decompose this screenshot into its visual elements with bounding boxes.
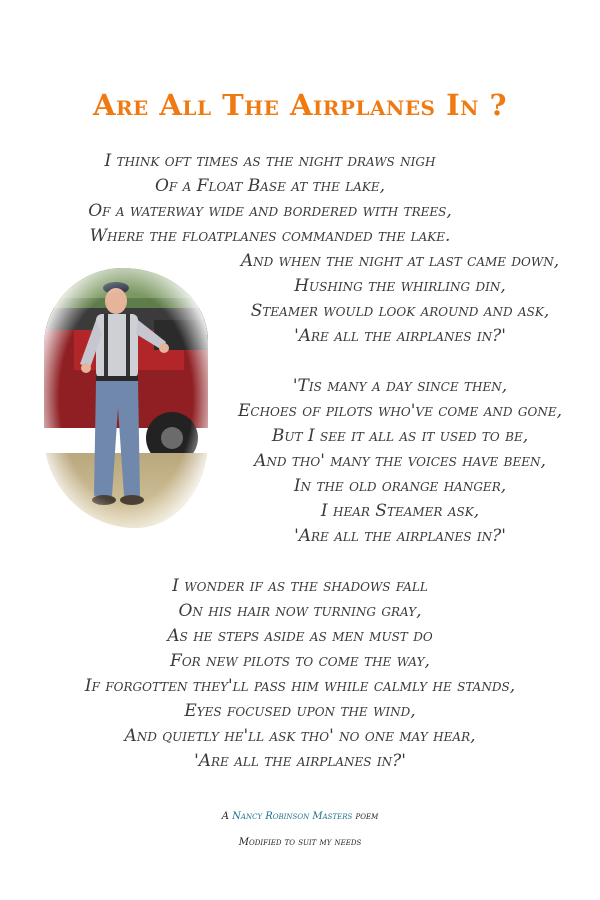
- poem-line: 'Tis many a day since then,: [292, 376, 508, 396]
- poem-line: 'Are all the airplanes in?': [294, 526, 506, 546]
- poem-line: Where the floatplanes commanded the lake.: [89, 226, 451, 246]
- poem-line: Echoes of pilots who've come and gone,: [238, 401, 562, 421]
- poem-line: On his hair now turning gray,: [178, 601, 422, 621]
- poem-line: If forgotten they'll pass him while calmly he stands,: [84, 676, 516, 696]
- poem-line: 'Are all the airplanes in?': [294, 326, 506, 346]
- poem-line: I wonder if as the shadows fall: [172, 576, 428, 596]
- poem-line: Of a waterway wide and bordered with trees,: [88, 201, 452, 221]
- poem-line: 'Are all the airplanes in?': [194, 751, 406, 771]
- author-name: Nancy Robinson Masters: [232, 811, 353, 822]
- modification-note: Modified to suit my needs: [238, 837, 362, 848]
- poem-line: I think oft times as the night draws nigh: [104, 151, 436, 171]
- poem-line: I hear Steamer ask,: [320, 501, 480, 521]
- poem-line: Steamer would look around and ask,: [250, 301, 550, 321]
- poem-line: As he steps aside as men must do: [167, 626, 433, 646]
- poem-credit: [0, 811, 600, 822]
- poem-line: Hushing the whirling din,: [294, 276, 506, 296]
- poem-line: And quietly he'll ask tho' no one may hear,: [124, 726, 476, 746]
- credit-suffix: poem: [355, 811, 379, 822]
- poem-line: Of a Float Base at the lake,: [154, 176, 386, 196]
- credit-prefix: A: [221, 811, 229, 822]
- poem-line: And tho' many the voices have been,: [254, 451, 546, 471]
- poem-line: Eyes focused upon the wind,: [184, 701, 416, 721]
- poem-line: But I see it all as it used to be,: [271, 426, 529, 446]
- portrait-photo: [44, 268, 208, 528]
- poem-line: For new pilots to come the way,: [170, 651, 430, 671]
- poem-title: Are All The Airplanes In ?: [92, 88, 508, 122]
- poem-line: In the old orange hanger,: [293, 476, 507, 496]
- poem-line: And when the night at last came down,: [240, 251, 560, 271]
